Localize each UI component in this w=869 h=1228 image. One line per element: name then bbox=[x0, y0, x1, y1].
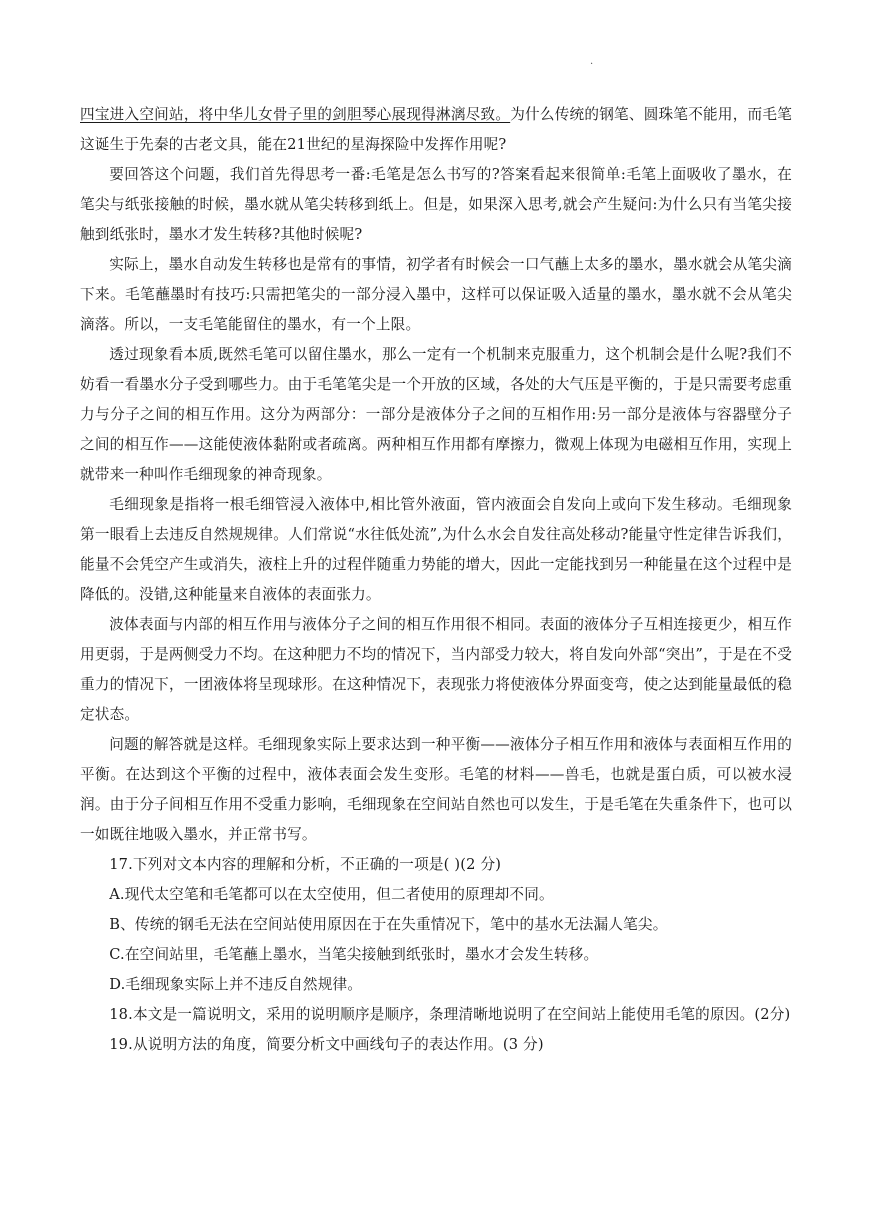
paragraph-2: 实际上，墨水自动发生转移也是常有的事情，初学者有时候会一口气蘸上太多的墨水，墨水就会从笔尖滴下来。毛笔蘸墨时有技巧:只需把笔尖的一部分浸入墨中，这样可以保证吸入适量的墨水，墨水就不会从笔尖滴落。所以，一支毛笔能留住的墨水，有一个上限。 bbox=[80, 256, 792, 333]
document-body bbox=[80, 100, 792, 1060]
paragraph-0 bbox=[80, 100, 792, 160]
paragraph-0-rest: 为什么传统的钢笔、圆珠笔不能用，而毛笔这诞生于先秦的古老文具，能在21世纪的星海探险中发挥作用呢? bbox=[80, 106, 792, 153]
question-17-option-c: C.在空间站里，毛笔蘸上墨水，当笔尖接触到纸张时，墨水才会发生转移。 bbox=[109, 946, 599, 963]
question-17: 17.下列对文本内容的理解和分析，不正确的一项是( )(2 分) bbox=[109, 856, 502, 873]
paragraph-6: 问题的解答就是这样。毛细现象实际上要求达到一种平衡——液体分子相互作用和液体与表面相互作用的平衡。在达到这个平衡的过程中，液体表面会发生变形。毛笔的材料——兽毛，也就是蛋白质，可以被水浸润。由于分子间相互作用不受重力影响，毛细现象在空间站自然也可以发生，于是毛笔在失重条件下，也可以一如既往地吸入墨水，并正常书写。 bbox=[80, 736, 792, 843]
paragraph-4: 毛细现象是指将一根毛细管浸入液体中,相比管外液面，管内液面会自发向上或向下发生移动。毛细现象第一眼看上去违反自然规规律。人们常说“水往低处流”,为什么水会自发往高处移动?能量守性定律告诉我们，能量不会凭空产生或消失，液柱上升的过程伴随重力势能的增大，因此一定能找到另一种能量在这个过程中是降低的。没错,这种能量来自液体的表面张力。 bbox=[80, 496, 792, 603]
question-19: 19.从说明方法的角度，简要分析文中画线句子的表达作用。(3 分) bbox=[109, 1036, 544, 1053]
paragraph-5: 波体表面与内部的相互作用与液体分子之间的相互作用很不相同。表面的液体分子互相连接更少，相互作用更弱，于是两侧受力不均。在这种肥力不均的情况下，当内部受力较大，将自发向外部“突出”，于是在不受重力的情况下，一团液体将呈现球形。在这种情况下，表现张力将使液体分界面变弯，使之达到能量最低的稳定状态。 bbox=[80, 616, 792, 723]
paragraph-1: 要回答这个问题，我们首先得思考一番:毛笔是怎么书写的?答案看起来很简单:毛笔上面吸收了墨水，在笔尖与纸张接触的时候，墨水就从笔尖转移到纸上。但是，如果深入思考,就会产生疑问:为什么只有当笔尖接触到纸张时，墨水才发生转移?其他时候呢? bbox=[80, 166, 792, 243]
question-18: 18.本文是一篇说明文，采用的说明顺序是顺序，条理清晰地说明了在空间站上能使用毛笔的原因。(2分) bbox=[109, 1006, 791, 1023]
page-mark: . bbox=[590, 56, 594, 67]
question-17-option-a: A.现代太空笔和毛笔都可以在太空使用，但二者使用的原理却不同。 bbox=[109, 886, 554, 903]
paragraph-3: 透过现象看本质,既然毛笔可以留住墨水，那么一定有一个机制来克服重力，这个机制会是什么呢?我们不妨看一看墨水分子受到哪些力。由于毛笔笔尖是一个开放的区域，各处的大气压是平衡的，于是只需要考虑重力与分子之间的相互作用。这分为两部分：一部分是液体分子之间的互相作用:另一部分是液体与容器壁分子之间的相互作——这能使液体黏附或者疏离。两种相互作用都有摩擦力，微观上体现为电磁相互作用，实现上就带来一种叫作毛细现象的神奇现象。 bbox=[80, 346, 792, 483]
question-17-option-d: D.毛细现象实际上并不违反自然规律。 bbox=[109, 976, 363, 993]
underlined-sentence: 四宝进入空间站，将中华儿女骨子里的剑胆琴心展现得淋漓尽致。 bbox=[80, 106, 511, 123]
question-17-option-b: B、传统的钢毛无法在空间站使用原因在于在失重情况下，笔中的基水无法漏人笔尖。 bbox=[109, 916, 668, 933]
